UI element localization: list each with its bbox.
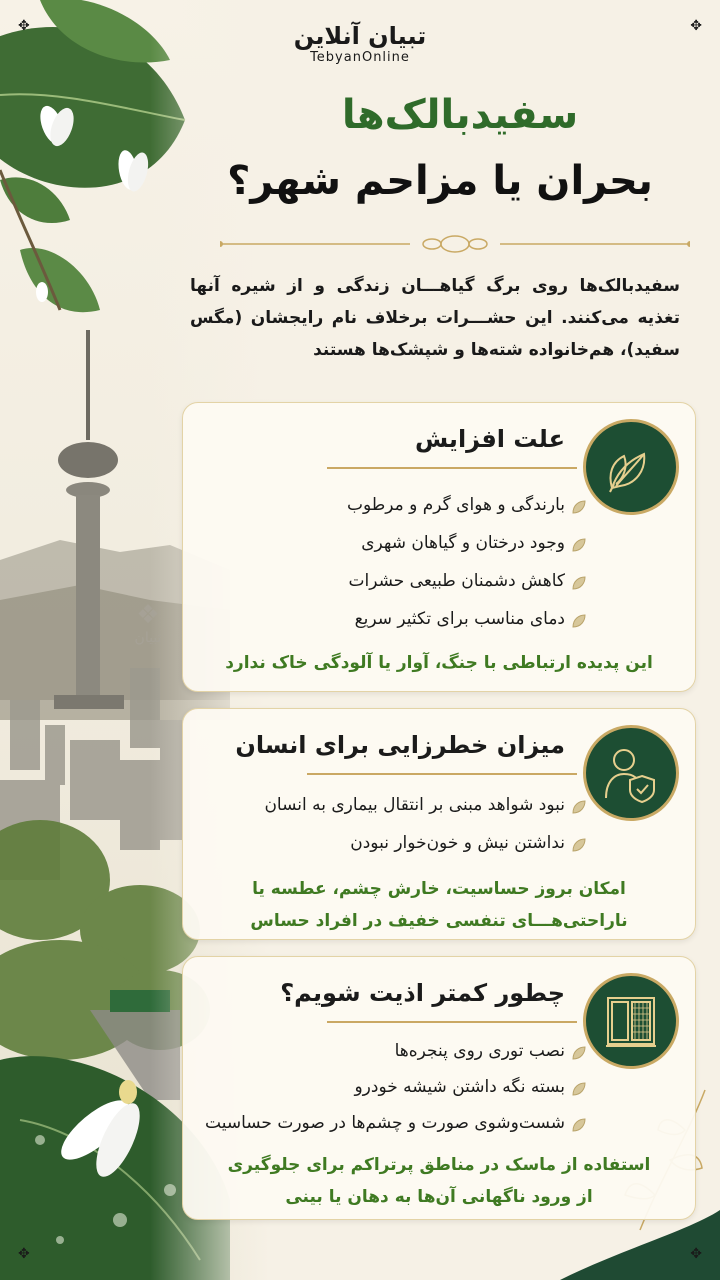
list-item: نبود شواهد مبنی بر انتقال بیماری به انسان <box>264 795 565 815</box>
section-card-causes <box>182 402 696 692</box>
leaf-bullet-icon <box>571 1081 587 1097</box>
list-item: شست‌وشوی صورت و چشم‌ها در صورت حساسیت <box>205 1113 565 1133</box>
leaf-bullet-icon <box>571 537 587 553</box>
leaf-bullet-icon <box>571 837 587 853</box>
section-title: میزان خطرزایی برای انسان <box>235 731 565 759</box>
list-item: بسته نگه داشتن شیشه خودرو <box>354 1077 565 1097</box>
watermark <box>118 600 178 646</box>
section-badge <box>583 725 679 821</box>
section-note: ناراحتی‌هـــای تنفسی خفیف در افراد حساس <box>250 911 628 931</box>
corner-ornament-icon: ✥ <box>18 1246 30 1262</box>
section-note: استفاده از ماسک در مناطق پرتراکم برای جلوگیری <box>227 1155 651 1175</box>
leaf-bullet-icon <box>571 575 587 591</box>
corner-ornament-icon: ✥ <box>690 18 702 34</box>
title-underline <box>327 467 577 469</box>
watermark-text: تبیان <box>134 630 162 646</box>
section-title: چطور کمتر اذیت شویم؟ <box>280 979 565 1007</box>
section-badge <box>583 973 679 1069</box>
brand-logo[interactable] <box>290 22 430 65</box>
brand-name-en: TebyanOnline <box>310 50 410 65</box>
section-card-risk <box>182 708 696 940</box>
leaf-bullet-icon <box>571 613 587 629</box>
leaf-bullet-icon <box>571 499 587 515</box>
list-item: کاهش دشمنان طبیعی حشرات <box>348 571 565 591</box>
title-underline <box>307 773 577 775</box>
list-item: وجود درختان و گیاهان شهری <box>361 533 565 553</box>
list-item: دمای مناسب برای تکثیر سریع <box>354 609 565 629</box>
page-title-secondary: بحران یا مزاحم شهر؟ <box>227 158 653 204</box>
person-shield-icon <box>598 740 664 806</box>
leaf-bullet-icon <box>571 1045 587 1061</box>
section-title: علت افزایش <box>415 425 565 453</box>
leaf-icon <box>598 434 664 500</box>
list-item: بارندگی و هوای گرم و مرطوب <box>346 495 565 515</box>
section-note: این پدیده ارتباطی با جنگ، آوار یا آلودگی خاک ندارد <box>225 653 653 673</box>
ornament-divider <box>220 232 690 256</box>
corner-ornament-icon: ✥ <box>18 18 30 34</box>
page-title-primary: سفیدبالک‌ها <box>341 92 579 138</box>
section-card-prevention <box>182 956 696 1220</box>
leaf-bullet-icon <box>571 799 587 815</box>
list-item: نداشتن نیش و خون‌خوار نبودن <box>350 833 565 853</box>
intro-paragraph: سفیدبالک‌ها روی برگ گیاهـــان زندگی و از شیره آنها تغذیه می‌کنند. این حشـــرات برخلاف نام رایجشان (مگس سفید)، هم‌خانواده شته‌ها و شپشک‌ها هستند <box>190 276 680 360</box>
leaf-bullet-icon <box>571 1117 587 1133</box>
corner-ornament-icon: ✥ <box>690 1246 702 1262</box>
section-badge <box>583 419 679 515</box>
section-note: امکان بروز حساسیت، خارش چشم، عطسه یا <box>252 879 626 899</box>
title-underline <box>327 1021 577 1023</box>
watermark-logo-icon: ❖ <box>136 600 160 630</box>
brand-name-fa: تبیان آنلاین <box>293 22 427 50</box>
window-screen-icon <box>598 988 664 1054</box>
section-note: از ورود ناگهانی آن‌ها به دهان یا بینی <box>285 1187 593 1207</box>
list-item: نصب توری روی پنجره‌ها <box>394 1041 565 1061</box>
